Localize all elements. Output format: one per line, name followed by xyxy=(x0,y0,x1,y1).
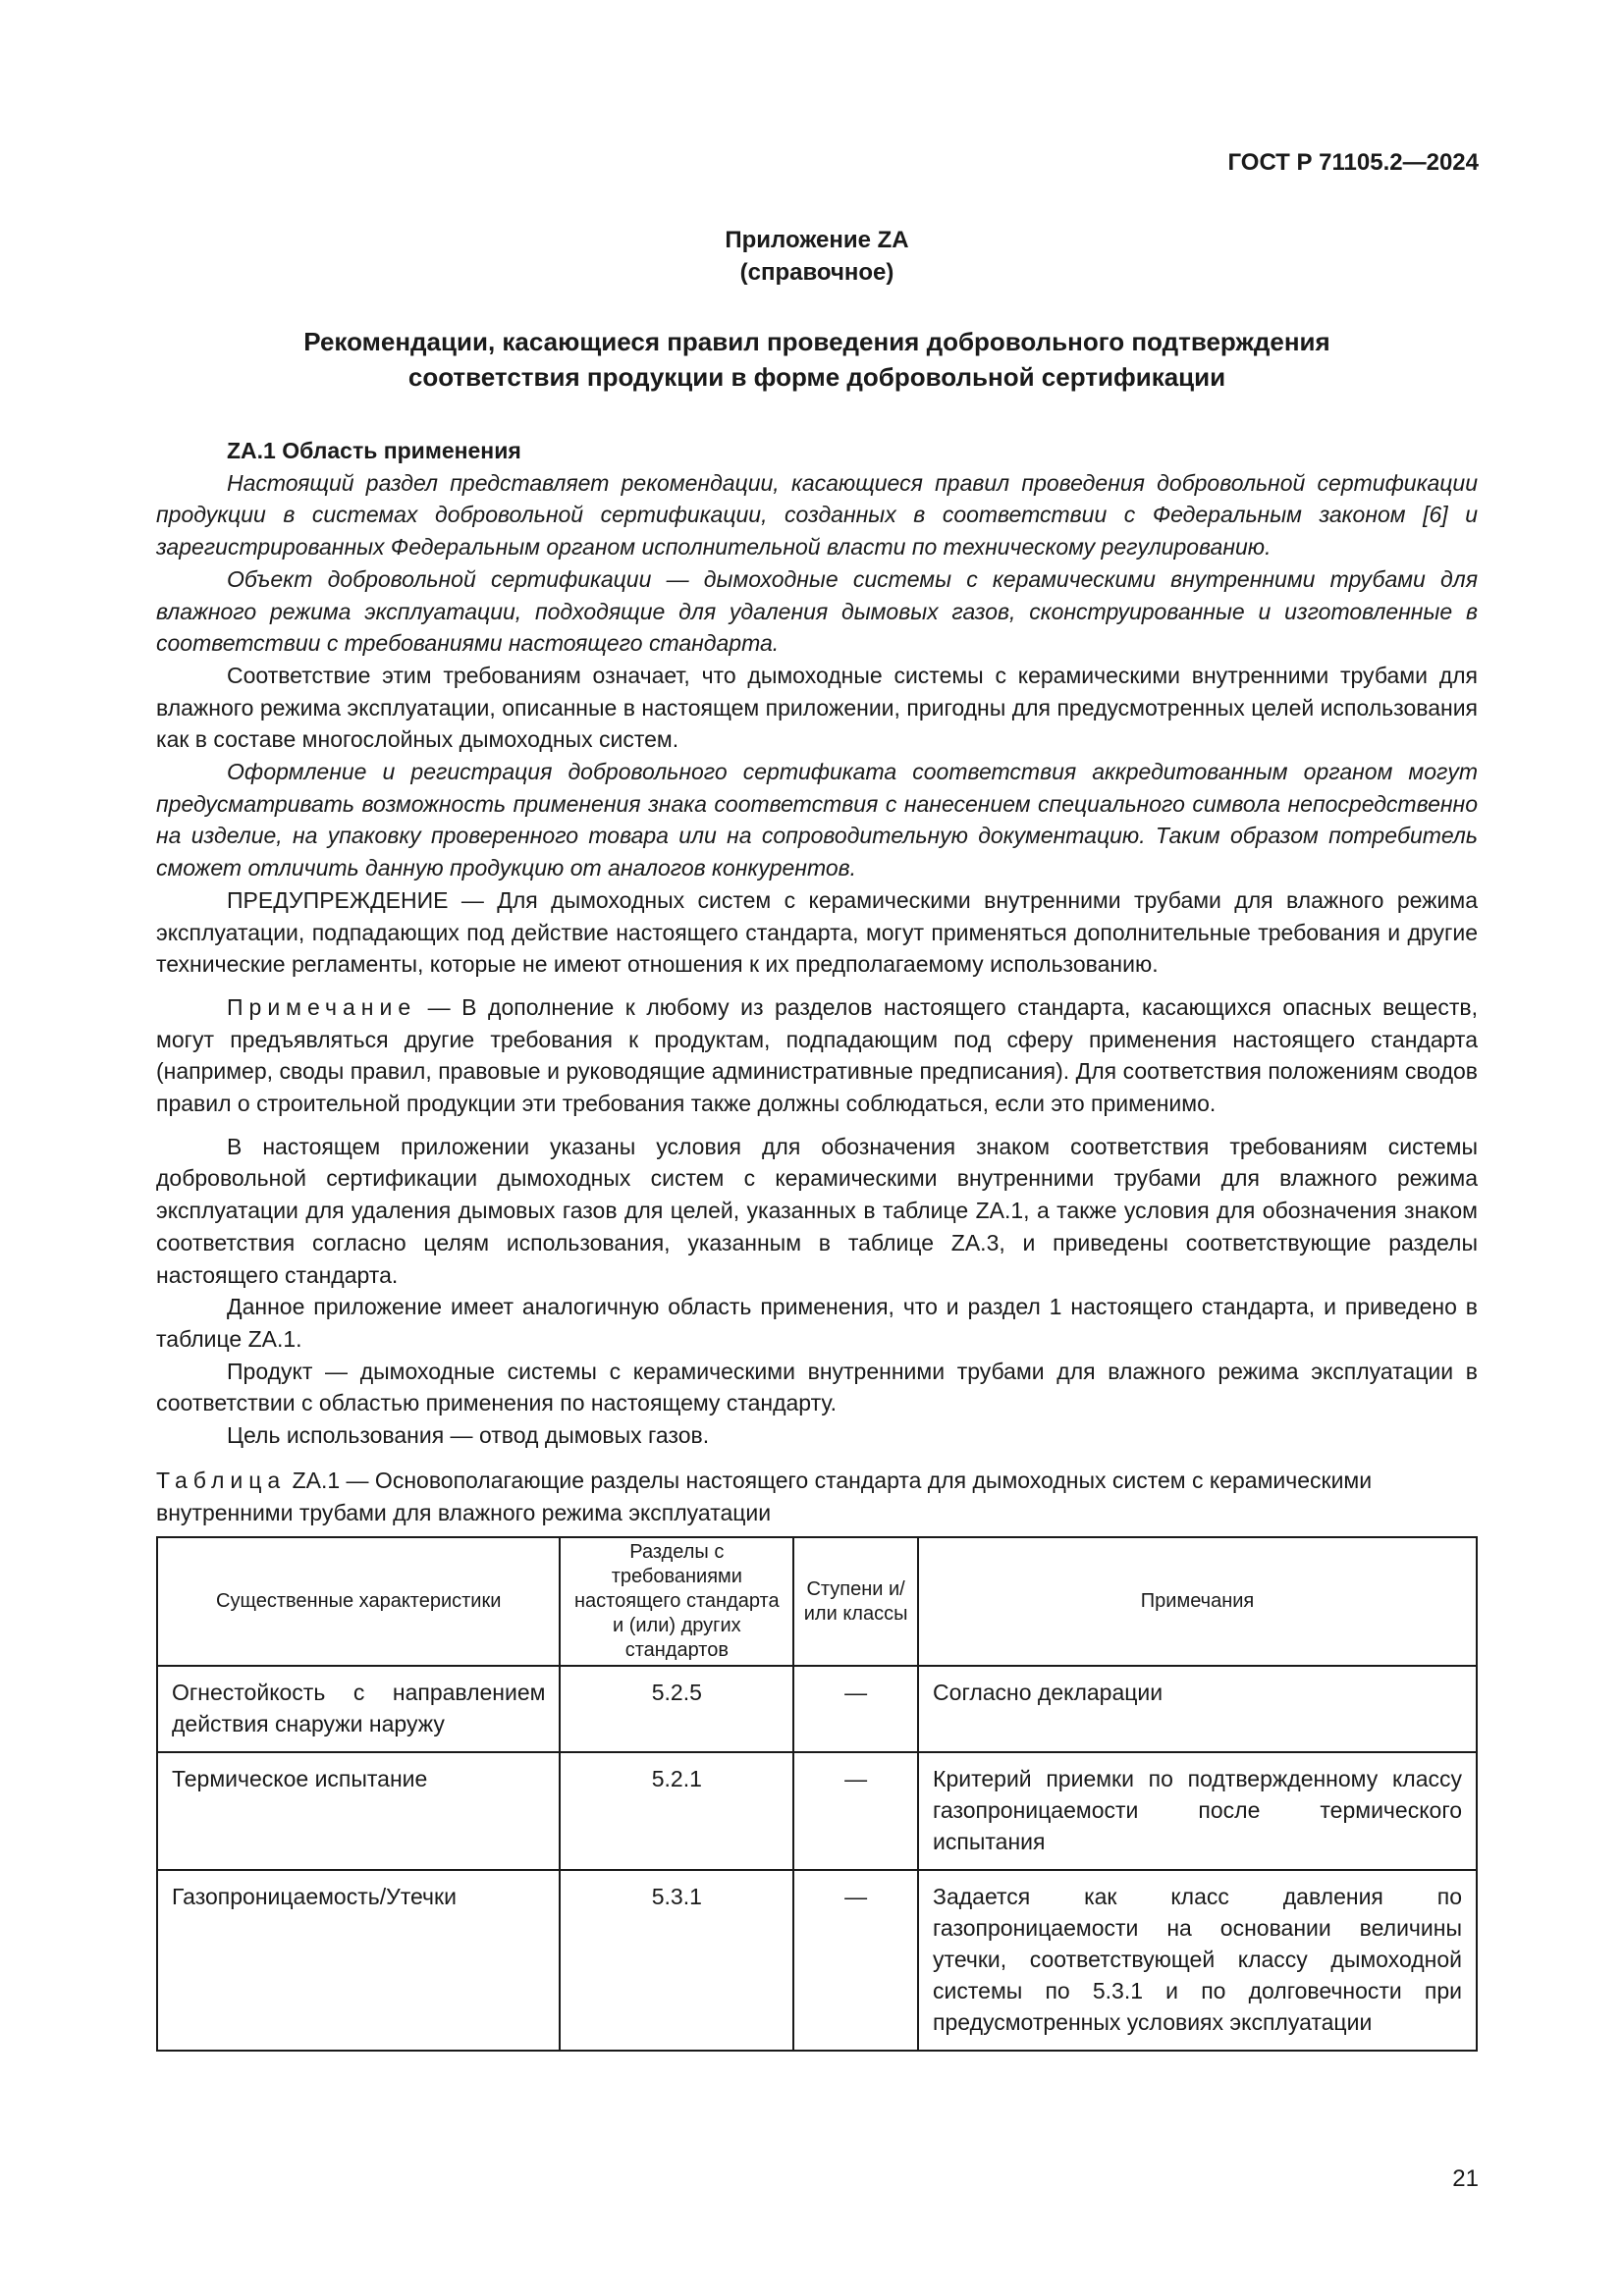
cell-class: — xyxy=(793,1666,918,1752)
note-text: — В дополнение к любому из разделов настоящего стандарта, касающихся опасных веществ, могут предъявляться другие требования к продуктам, подпадающим под сферу применения настоящего стандарта (например, своды правил, правовые и руководящие административные предписания). Для соответствия положениям сводов правил о строительной продукции эти требования также должны соблюдаться, если это применимо. xyxy=(156,993,1478,1117)
header-notes: Примечания xyxy=(918,1537,1477,1666)
table-row xyxy=(157,1870,1477,2051)
page-number: 21 xyxy=(1452,2165,1479,2192)
cell-section: 5.2.1 xyxy=(560,1752,793,1870)
note-label: Примечание xyxy=(227,993,417,1020)
cell-section: 5.2.5 xyxy=(560,1666,793,1752)
recommendation-title-line-1: Рекомендации, касающиеся правил проведения добровольного подтверждения xyxy=(303,327,1330,356)
requirements-table xyxy=(156,1536,1478,2052)
cell-section: 5.3.1 xyxy=(560,1870,793,2051)
table-caption-text: ZA.1 — Основополагающие разделы настоящего стандарта для дымоходных систем с керамическими внутренними трубами для влажного режима эксплуатации xyxy=(156,1467,1373,1525)
table-caption-label: Таблица xyxy=(156,1467,287,1493)
header-characteristics: Существенные характеристики xyxy=(157,1537,560,1666)
paragraph-conditions: В настоящем приложении указаны условия для обозначения знаком соответствия требованиям системы добровольной сертификации дымоходных систем с керамическими внутренними трубами для влажного режима эксплуатации для удаления дымовых газов для целей, указанных в таблице ZA.1, а также условия для обозначения знаком соответствия согласно целям использования, указанным в таблице ZA.3, и приведены соответствующие разделы настоящего стандарта. xyxy=(156,1133,1478,1288)
note xyxy=(156,991,1478,1120)
recommendation-title-line-2: соответствия продукции в форме добровольной сертификации xyxy=(407,362,1226,392)
cell-class: — xyxy=(793,1752,918,1870)
table-caption xyxy=(156,1465,1478,1528)
paragraph-warning: ПРЕДУПРЕЖДЕНИЕ — Для дымоходных систем с керамическими внутренними трубами для влажного режима эксплуатации, подпадающих под действие настоящего стандарта, могут применяться дополнительные требования и другие технические регламенты, которые не имеют отношения к их предполагаемому использованию. xyxy=(156,886,1478,978)
annex-heading xyxy=(156,224,1478,289)
table-row xyxy=(157,1666,1477,1752)
header-sections: Разделы с требованиями настоящего стандарта и (или) других стандартов xyxy=(560,1537,793,1666)
paragraph-scope: Настоящий раздел представляет рекомендации, касающиеся правил проведения добровольной сертификации продукции в системах добровольной сертификации, созданных в соответствии с Федеральным законом [6] и зарегистрированных Федеральным органом исполнительной власти по техническому регулированию. xyxy=(156,469,1478,561)
section-heading: ZA.1 Область применения xyxy=(227,438,521,463)
cell-class: — xyxy=(793,1870,918,2051)
cell-note: Критерий приемки по подтвержденному классу газопроницаемости после термического испытания xyxy=(918,1752,1477,1870)
table-header-row xyxy=(157,1537,1477,1666)
cell-note: Задается как класс давления по газопроницаемости на основании величины утечки, соответствующей классу дымоходной системы по 5.3.1 и по долговечности при предусмотренных условиях эксплуатации xyxy=(918,1870,1477,2051)
annex-type: (справочное) xyxy=(739,259,894,286)
paragraph-purpose: Цель использования — отвод дымовых газов. xyxy=(227,1422,710,1449)
cell-note: Согласно декларации xyxy=(918,1666,1477,1752)
document-standard-number: ГОСТ Р 71105.2—2024 xyxy=(1227,149,1479,176)
header-classes: Ступени и/или классы xyxy=(793,1537,918,1666)
cell-characteristic: Газопроницаемость/Утечки xyxy=(157,1870,560,2051)
annex-title: Приложение ZA xyxy=(725,227,909,253)
cell-characteristic: Огнестойкость с направлением действия снаружи наружу xyxy=(157,1666,560,1752)
recommendation-title xyxy=(156,324,1478,395)
document-body xyxy=(156,435,1478,2052)
paragraph-registration: Оформление и регистрация добровольного сертификата соответствия аккредитованным органом могут предусматривать возможность применения знака соответствия с нанесением специального символа непосредственно на изделие, на упаковку проверенного товара или на сопроводительную документацию. Таким образом потребитель сможет отличить данную продукцию от аналогов конкурентов. xyxy=(156,759,1478,881)
paragraph-product: Продукт — дымоходные системы с керамическими внутренними трубами для влажного режима эксплуатации в соответствии с областью применения по настоящему стандарту. xyxy=(156,1358,1478,1416)
table-row xyxy=(157,1752,1477,1870)
paragraph-certification-object: Объект добровольной сертификации — дымоходные системы с керамическими внутренними трубами для влажного режима эксплуатации, подходящие для удаления дымовых газов, сконструированные и изготовленные в соответствии с требованиями настоящего стандарта. xyxy=(156,565,1478,657)
paragraph-annex-scope: Данное приложение имеет аналогичную область применения, что и раздел 1 настоящего стандарта, и приведено в таблице ZA.1. xyxy=(156,1294,1478,1352)
cell-characteristic: Термическое испытание xyxy=(157,1752,560,1870)
paragraph-conformity: Соответствие этим требованиям означает, что дымоходные системы с керамическими внутренними трубами для влажного режима эксплуатации, описанные в настоящем приложении, пригодны для предусмотренных целей использования как в составе многослойных дымоходных систем. xyxy=(156,662,1478,753)
